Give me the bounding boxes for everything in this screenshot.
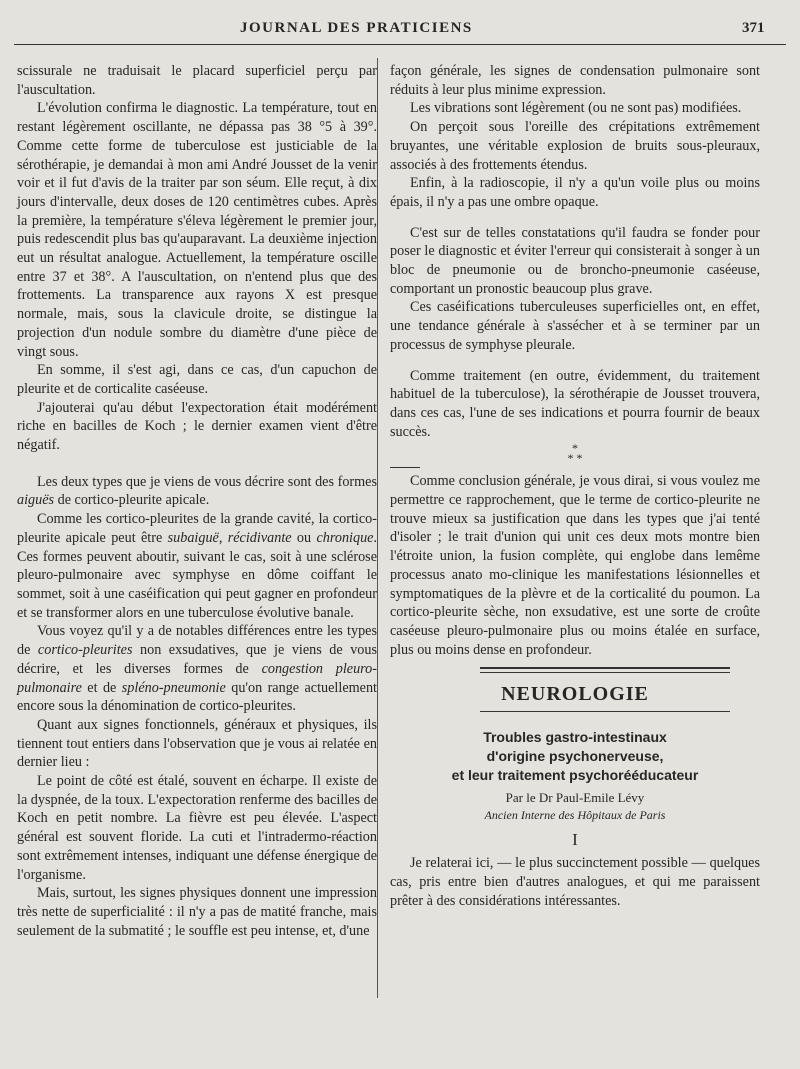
section-rule <box>480 667 730 673</box>
page-number: 371 <box>742 20 765 36</box>
paragraph: Comme les cortico-pleurites de la grande cavité, la cortico-pleurite apicale peut être subaiguë, récidivante ou chronique. Ces formes peuvent aboutir, suivant le cas, soit à une sclérose pleuro-pulmonaire avec symphyse en dôme coiffant le sommet, soit à une caséification qui peut gagner en profondeur et se transformer alors en une tuberculose évolutive banale. <box>17 511 378 621</box>
paragraph: Enfin, à la radioscopie, il n'y a qu'un voile plus ou moins épais, il n'y a pas une ombre opaque. <box>390 175 760 210</box>
paragraph: Vous voyez qu'il y a de notables différences entre les types de cortico-pleurites non exsudatives, que je viens de vous décrire, et les diverses formes de congestion pleuro-pulmonaire et de spléno-pneumonie qu'on range actuellement encore sous la dénomination de cortico-pleurites. <box>17 623 377 715</box>
column-divider <box>377 58 378 998</box>
paragraph: L'évolution confirma le diagnostic. La température, tout en restant légèrement oscillante, ne dépassa pas 38 °5 à 39°. Comme cette forme de tuberculose est justiciable de la sérothérapie, je demandai à mon ami André Jousset de la venir voir et il fut d'avis de la traiter par son séum. Elle reçut, à dix jours d'intervalle, deux doses de 120 centimètres cubes. Après la première, la température s'éleva légèrement le premier jour, puis redescendit plus bas qu'auparavant. La deuxième injection eut un résultat analogue. Actuellement, la température oscille entre 37 et 38°. A l'auscultation, on n'entend plus que des frottements. La transparence aux rayons X est presque normale, mais, sous la clavicule droite, se distingue la projection d'un nodule sombre du diamètre d'une pièce de vingt sous. <box>17 100 377 360</box>
paragraph: Comme traitement (en outre, évidemment, du traitement habituel de la tuberculose), la sérothérapie de Jousset trouvera, dans ces cas, l'une de ses indications et pourra fournir de beaux succès. <box>390 367 760 440</box>
paragraph: Le point de côté est étalé, souvent en écharpe. Il existe de la dyspnée, de la toux. L'expectoration renferme des bacilles de Koch en petit nombre. La fièvre est peu élevée. L'aspect général est souvent floride. La cuti et l'intradermo-réaction sont extrêmement intenses, indiquant une défense énergique de l'organisme. <box>17 773 377 883</box>
affiliation: Ancien Interne des Hôpitaux de Paris <box>484 808 666 823</box>
paragraph: Mais, surtout, les signes physiques donnent une impression très nette de superficialité : il n'y a pas de matité franche, mais seulement de la submatité ; le souffle est peu intense, et, d'une <box>17 885 377 939</box>
paragraph: En somme, il s'est agi, dans ce cas, d'un capuchon de pleurite et de corticalite caséeuse. <box>17 362 377 397</box>
running-title: JOURNAL DES PRATICIENS <box>240 20 473 36</box>
byline: Par le Dr Paul-Emile Lévy <box>505 790 645 806</box>
paragraph: Comme conclusion générale, je vous dirai, si vous voulez me permettre ce rapprochement, que le terme de cortico-pleurite ne trouve mieux sa justification que dans les types que j'ai tenté d'isoler ; le trait d'union qui unit ces deux mots montre bien l'étroite union, la fusion complète, qui englobe dans lemême processus anato mo-clinique les manifestations lésionnelles et symptomatiques de la plèvre et de la corticalité du poumon. La cortico-pleurite sèche, non exsudative, est une sorte de croûte caséeuse pleuro-pulmonaire plus ou moins étalée en surface, plus ou moins dense en profondeur. <box>390 473 760 658</box>
paragraph: J'ajouterai qu'au début l'expectoration était modérément riche en bacilles de Koch ; le dernier examen vient d'être négatif. <box>17 399 377 454</box>
section-asterism: * * * <box>567 441 583 466</box>
paragraph: scissurale ne traduisait le placard superficiel perçu par l'auscultation. <box>17 63 377 98</box>
spacer <box>390 355 760 367</box>
paragraph: Les vibrations sont légèrement (ou ne sont pas) modifiées. <box>410 100 742 117</box>
header-rule <box>14 44 786 45</box>
page-header <box>0 20 800 46</box>
spacer <box>17 455 377 473</box>
short-rule <box>390 467 420 468</box>
section-rule <box>480 711 730 712</box>
article-title: Troubles gastro-intestinaux d'origine psychonerveuse, et leur traitement psychorééducateur <box>451 729 699 784</box>
paragraph: Je relaterai ici, — le plus succinctement possible — quelques cas, pris entre bien d'autres analogues, et qui me paraissent prêter à des considérations intéressantes. <box>390 855 760 909</box>
paragraph: Ces caséifications tuberculeuses superficielles ont, en effet, une tendance générale à s'assécher et à se terminer par un processus de symphyse pleurale. <box>390 299 760 353</box>
paragraph: façon générale, les signes de condensation pulmonaire sont réduits à leur plus minime expression. <box>390 63 760 98</box>
paragraph: C'est sur de telles constatations qu'il faudra se fonder pour poser le diagnostic et éviter l'erreur qui consisterait à songer à un bloc de pneumonie ou de broncho-pneumonie caséeuse, comportant un pronostic beaucoup plus grave. <box>390 224 760 297</box>
paragraph: Quant aux signes fonctionnels, généraux et physiques, ils tiennent tout entiers dans l'observation que je vous ai relatée en dernier lieu : <box>17 716 377 771</box>
right-column <box>390 62 760 910</box>
paragraph: Les deux types que je viens de vous décrire sont des formes aiguës de cortico-pleurite apicale. <box>17 473 377 509</box>
section-title: NEUROLOGIE <box>501 683 649 706</box>
part-number: I <box>572 830 578 850</box>
left-column <box>17 62 377 940</box>
paragraph: On perçoit sous l'oreille des crépitations extrêmement bruyantes, une véritable explosion de bruits sous-pleuraux, associés à des frottements étendus. <box>390 119 760 173</box>
spacer <box>390 212 760 224</box>
